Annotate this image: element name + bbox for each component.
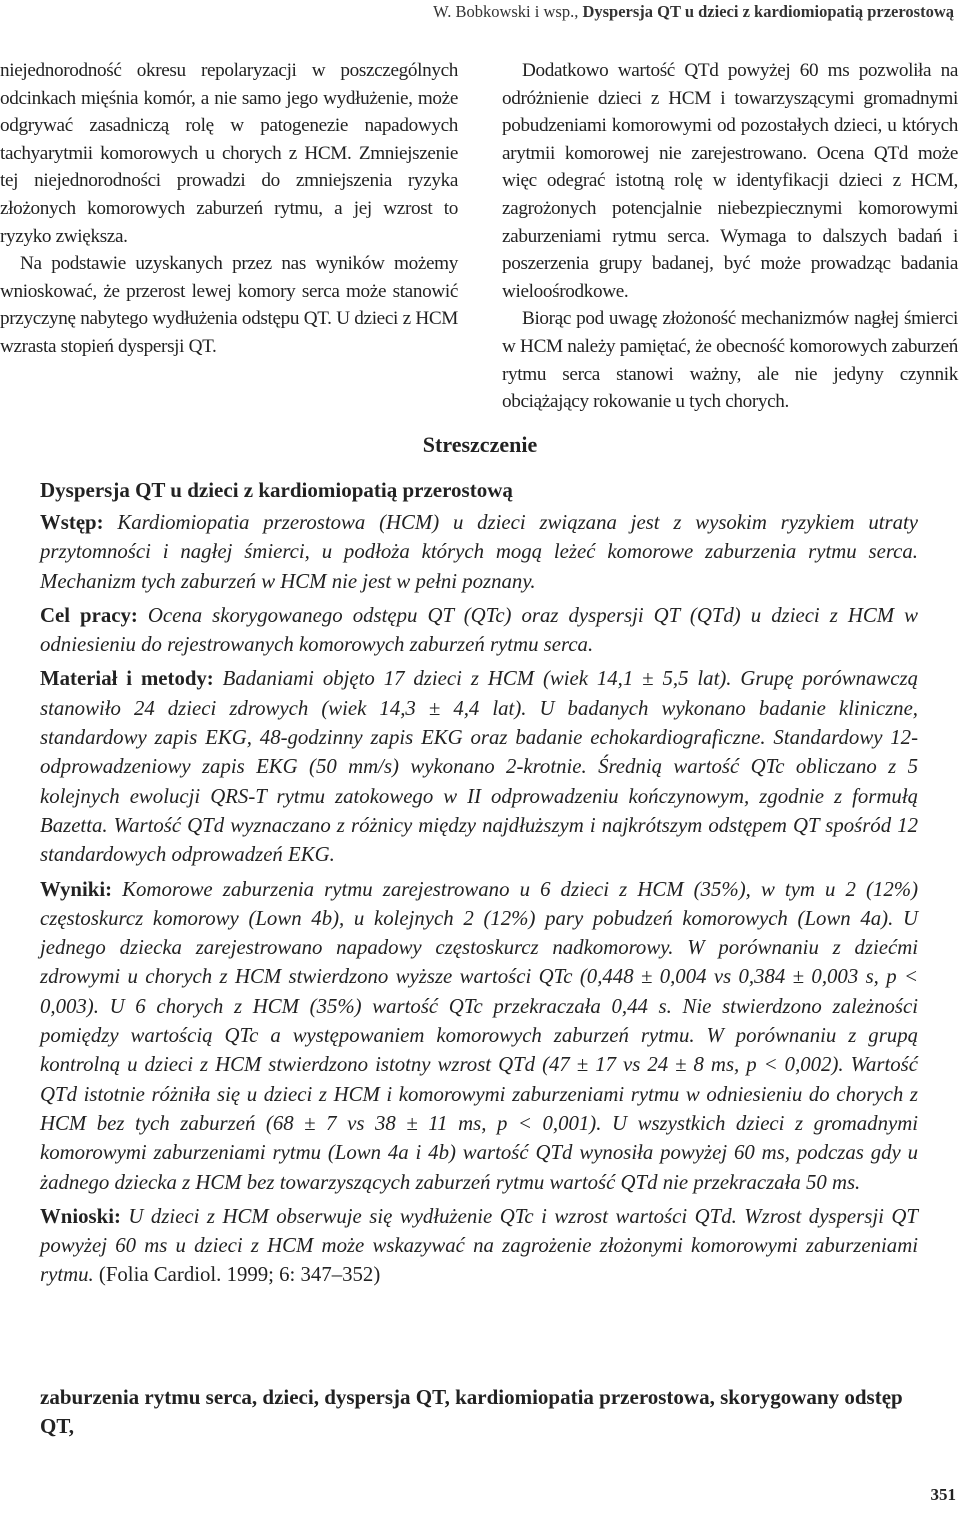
right-paragraph-1: Dodatkowo wartość QTd powyżej 60 ms pozwoliła na odróżnienie dzieci z HCM i towarzyszącymi gromadnymi pobudzeniami komorowymi od pozostałych dzieci, u których arytmii komorowej nie zarejestrowano. Ocena QTd może więc odegrać istotną rolę w identyfikacji dzieci z HCM, zagrożonych potencjalnie niebezpiecznymi komorowymi zaburzeniami rytmu serca. Wymaga to dalszych badań i poszerzenia grupy badanej, być może prowadząc badania wieloośrodkowe. (502, 60, 958, 302)
section-label: Materiał i metody: (40, 667, 214, 691)
section-text: U dzieci z HCM obserwuje się wydłużenie QTc i wzrost wartości QTd. Wzrost dyspersji QT powyżej 60 ms u dzieci z HCM może wskazywać na zagrożenie złożonymi komorowymi zaburzeniami rytmu. (40, 1204, 918, 1287)
section-label: Wyniki: (40, 877, 113, 901)
citation: (Folia Cardiol. 1999; 6: 347–352) (98, 1263, 381, 1287)
abstract-section-conclusions (40, 1202, 918, 1290)
section-label: Wnioski: (40, 1204, 121, 1228)
section-label: Wstęp: (40, 511, 104, 534)
section-text: Kardiomiopatia przerostowa (HCM) u dzieci związana jest z wysokim ryzykiem utraty przytomności i nagłej śmierci, u podłoża których mogą leżeć komorowe zaburzenia rytmu serca. Mechanizm tych zaburzeń w HCM nie jest w pełni poznany. (40, 511, 918, 593)
left-paragraph-1: niejednorodność okresu repolaryzacji w poszczególnych odcinkach mięśnia komór, a nie samo jego wydłużenie, może odgrywać zasadniczą rolę w patogenezie napadowych tachyarytmii komorowych u chorych z HCM. Zmniejszenie tej niejednorodności prowadzi do zmniejszenia ryzyka złożonych komorowych zaburzeń rytmu, a jej wzrost to ryzyko zwiększa. (0, 60, 458, 247)
abstract-section-methods (40, 664, 918, 869)
section-text: Ocena skorygowanego odstępu QT (QTc) oraz dyspersji QT (QTd) u dzieci z HCM w odniesieniu do rejestrowanych komorowych zaburzeń rytmu serca. (40, 603, 918, 657)
running-head-authors: W. Bobkowski i wsp., (433, 2, 579, 21)
abstract-heading: Streszczenie (422, 432, 538, 457)
left-paragraph-2: Na podstawie uzyskanych przez nas wyników możemy wnioskować, że przerost lewej komory serca może stanowić przyczynę nabytego wydłużenia odstępu QT. U dzieci z HCM wzrasta stopień dyspersji QT. (0, 253, 458, 357)
abstract-body (40, 508, 918, 1295)
right-paragraph-2: Biorąc pod uwagę złożoność mechanizmów nagłej śmierci w HCM należy pamiętać, że obecność komorowych zaburzeń rytmu serca stanowi ważny, ale nie jedyny czynnik obciążający rokowanie u tych chorych. (502, 308, 958, 413)
abstract-title: Dyspersja QT u dzieci z kardiomiopatią przerostową (40, 478, 513, 502)
abstract-section-intro (40, 508, 918, 596)
running-head (433, 2, 954, 22)
section-label: Cel pracy: (40, 603, 138, 627)
left-column (0, 57, 458, 361)
section-text: Badaniami objęto 17 dzieci z HCM (wiek 14,1 ± 5,5 lat). Grupę porównawczą stanowiło 24 dzieci zdrowych (wiek 14,3 ± 4,4 lat). U badanych wykonano badanie kliniczne, standardowy zapis EKG, 48-godzinny zapis EKG oraz badanie echokardiograficzne. Standardowy 12-odprowadzeniowy zapis EKG (50 mm/s) wykonano 2-krotnie. Średnią wartość QTc obliczano z 5 kolejnych ewolucji QRS-T rytmu zatokowego w II odprowadzeniu kończynowym, zgodnie z formułą Bazetta. Wartość QTd wyznaczano z różnicy między najdłuższym i najkrótszym odstępem QT spośród 12 standardowych odprowadzeń EKG. (40, 667, 918, 867)
abstract-section-aim (40, 601, 918, 660)
right-column (502, 57, 958, 416)
running-head-title: Dyspersja QT u dzieci z kardiomiopatią przerostową (582, 2, 954, 21)
abstract-section-results (40, 875, 918, 1197)
section-text: Komorowe zaburzenia rytmu zarejestrowano u 6 dzieci z HCM (35%), w tym u 2 (12%) częstoskurcz komorowy (Lown 4b), u kolejnych 2 (12%) pary pobudzeń komorowych (Lown 4a). U jednego dziecka zarejestrowano napadowy częstoskurcz nadkomorowy. W porównaniu z dziećmi zdrowymi u chorych z HCM stwierdzono wyższe wartości QTc (0,448 ± 0,004 vs 0,384 ± 0,003 s, p < 0,003). U 6 chorych z HCM (35%) wartość QTc przekraczała 0,44 s. Nie stwierdzono zależności pomiędzy wartością QTc a występowaniem komorowych zaburzeń rytmu. W porównaniu z grupą kontrolną u dzieci z HCM stwierdzono istotny wzrost QTd (47 ± 17 vs 24 ± 8 ms, p < 0,002). Wartość QTd istotnie różniła się u dzieci z HCM i komorowymi zaburzeniami rytmu w odniesieniu do chorych z HCM bez tych zaburzeń (68 ± 7 vs 38 ± 11 ms, p < 0,001). U wszystkich dzieci z gromadnymi komorowymi zaburzeniami rytmu (Lown 4a i 4b) wartość QTd wynosiła powyżej 60 ms, podczas gdy u żadnego dziecka z HCM bez towarzyszących zaburzeń rytmu wartość QTd nie przekraczała 50 ms. (40, 877, 919, 1194)
page-number: 351 (930, 1485, 956, 1504)
keywords: zaburzenia rytmu serca, dzieci, dyspersja QT, kardiomiopatia przerostowa, skorygowany odstęp QT, (40, 1385, 903, 1438)
